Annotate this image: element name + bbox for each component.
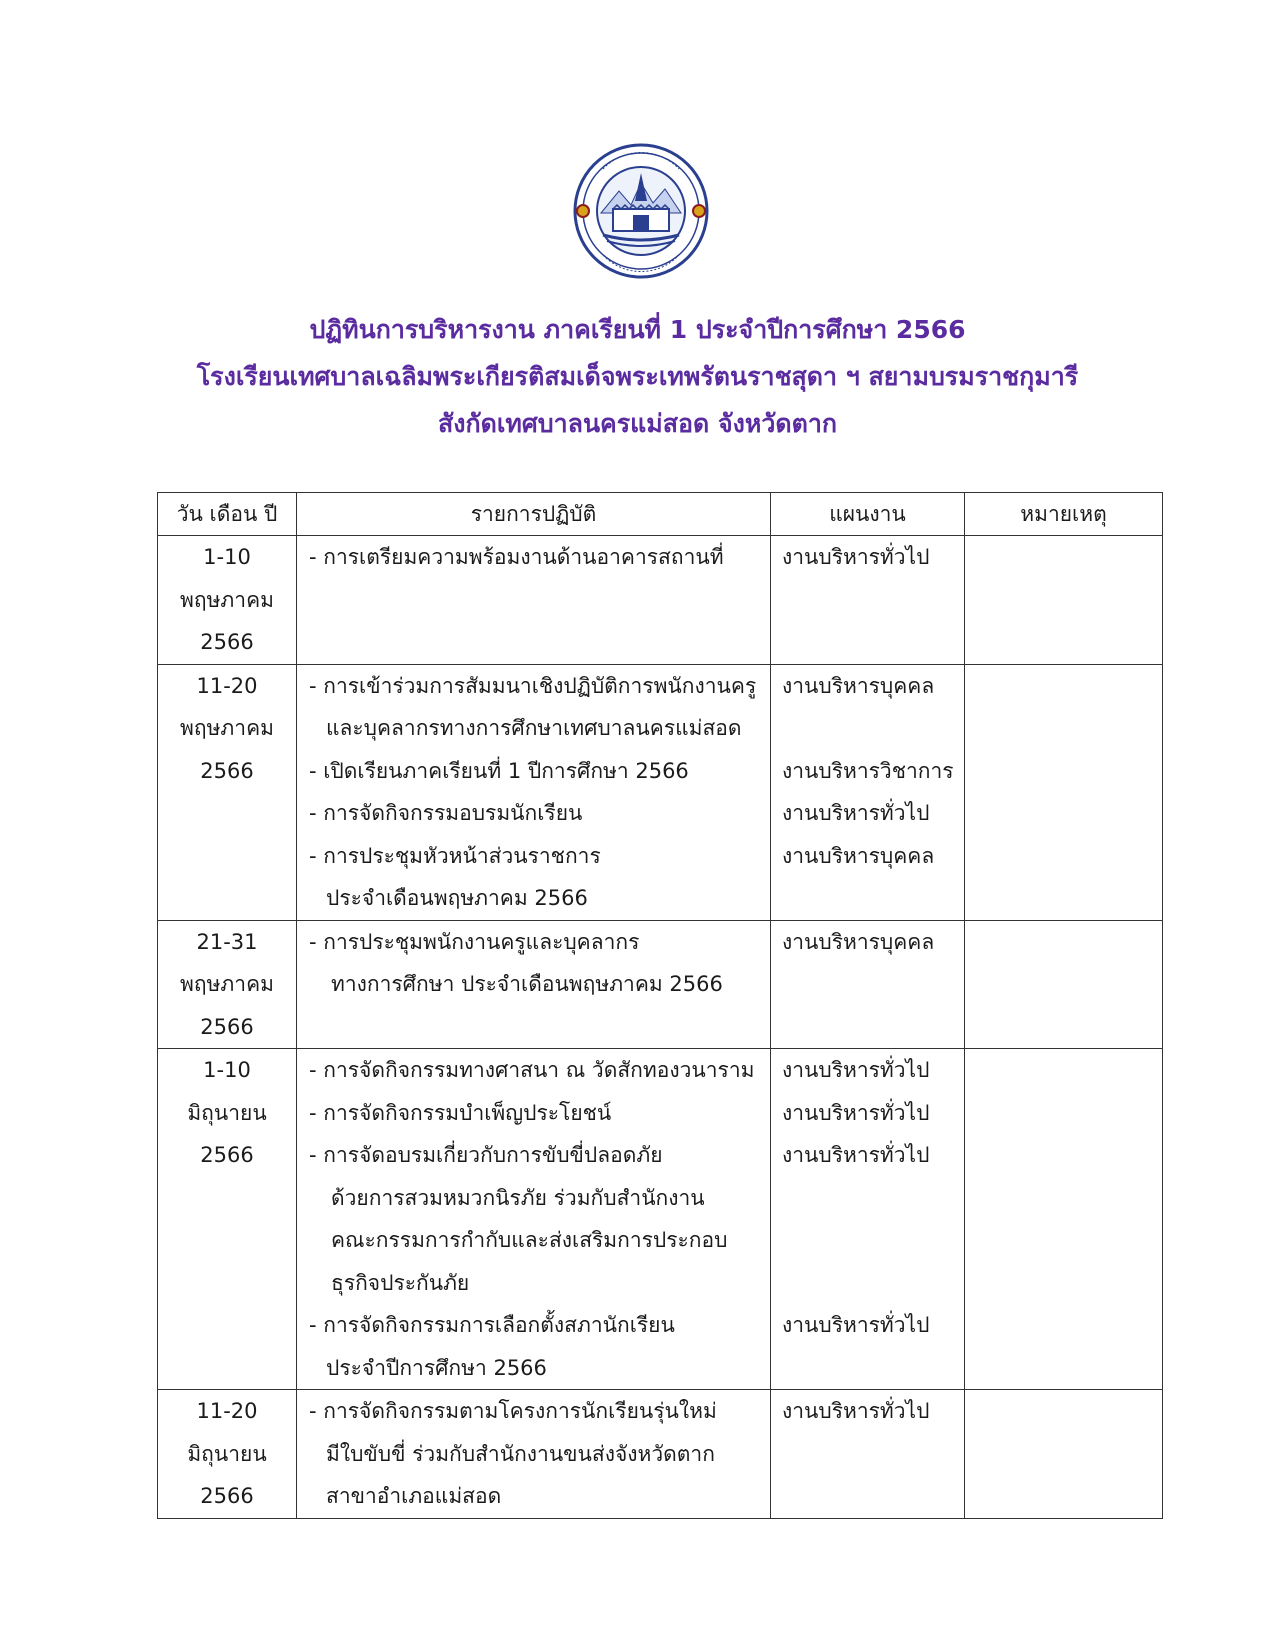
note-cell — [965, 920, 1163, 1049]
schedule-table — [157, 492, 1163, 1519]
header-date: วัน เดือน ปี — [158, 493, 297, 536]
department-line — [782, 1347, 964, 1390]
activities-cell — [297, 664, 771, 920]
title-line-3: สังกัดเทศบาลนครแม่สอด จังหวัดตาก — [437, 409, 838, 438]
activity-line: - เปิดเรียนภาคเรียนที่ 1 ปีการศึกษา 2566 — [309, 758, 689, 783]
department-line: งานบริหารบุคคล — [782, 673, 935, 698]
department-line: งานบริหารทั่วไป — [782, 1399, 930, 1423]
department-cell — [771, 536, 965, 665]
title-line-2: โรงเรียนเทศบาลเฉลิมพระเกียรติสมเด็จพระเทพรัตนราชสุดา ฯ สยามบรมราชกุมารี — [196, 362, 1079, 391]
department-line: งานบริหารบุคคล — [782, 929, 935, 954]
date-range: 21-31 — [196, 929, 258, 954]
department-line — [782, 1177, 964, 1220]
department-line — [782, 707, 964, 750]
activity-line: ประจำเดือนพฤษภาคม 2566 — [326, 886, 588, 910]
table-row — [158, 920, 1163, 1049]
table-row — [158, 664, 1163, 920]
activity-line: คณะกรรมการกำกับและส่งเสริมการประกอบ — [331, 1228, 728, 1252]
department-line: งานบริหารวิชาการ — [782, 758, 954, 783]
activity-line: สาขาอำเภอแม่สอด — [326, 1484, 502, 1508]
activities-cell — [297, 1390, 771, 1519]
activity-line: - การเตรียมความพร้อมงานด้านอาคารสถานที่ — [309, 545, 724, 569]
date-year: 2566 — [200, 1484, 254, 1508]
activity-line: - การจัดกิจกรรมทางศาสนา ณ วัดสักทองวนาราม — [309, 1058, 755, 1082]
note-cell — [965, 1390, 1163, 1519]
note-cell — [965, 1049, 1163, 1390]
activity-line: - การประชุมหัวหน้าส่วนราชการ — [309, 843, 601, 868]
date-range: 11-20 — [196, 673, 258, 698]
activity-line: มีใบขับขี่ ร่วมกับสำนักงานขนส่งจังหวัดตาก — [326, 1441, 715, 1466]
activity-line: - การจัดอบรมเกี่ยวกับการขับขี่ปลอดภัย — [309, 1143, 663, 1167]
date-month: มิถุนายน — [187, 1100, 267, 1125]
table-header-row — [158, 493, 1163, 536]
date-cell — [158, 664, 297, 920]
department-cell — [771, 664, 965, 920]
date-year: 2566 — [200, 758, 254, 783]
activity-line: - การเข้าร่วมการสัมมนาเชิงปฏิบัติการพนักงานครู — [309, 673, 757, 698]
date-year: 2566 — [200, 1014, 254, 1039]
date-range: 1-10 — [203, 545, 251, 569]
department-cell — [771, 1390, 965, 1519]
note-cell — [965, 664, 1163, 920]
activity-line: และบุคลากรทางการศึกษาเทศบาลนครแม่สอด — [326, 716, 742, 740]
department-line: งานบริหารทั่วไป — [782, 1313, 930, 1337]
table-row — [158, 1390, 1163, 1519]
activity-line: - การประชุมพนักงานครูและบุคลากร — [309, 929, 640, 954]
date-range: 1-10 — [203, 1058, 251, 1082]
date-cell — [158, 1049, 297, 1390]
activities-cell — [297, 1049, 771, 1390]
date-month: พฤษภาคม — [180, 587, 274, 612]
date-cell — [158, 1390, 297, 1519]
department-line: งานบริหารทั่วไป — [782, 1100, 930, 1125]
header-note: หมายเหตุ — [965, 493, 1163, 536]
department-cell — [771, 1049, 965, 1390]
activities-cell — [297, 920, 771, 1049]
activity-line: - การจัดกิจกรรมตามโครงการนักเรียนรุ่นใหม่ — [309, 1399, 717, 1423]
activity-line: ธุรกิจประกันภัย — [331, 1270, 470, 1295]
date-month: พฤษภาคม — [180, 972, 274, 996]
activities-cell — [297, 536, 771, 665]
date-month: มิถุนายน — [187, 1441, 267, 1466]
school-logo — [573, 143, 709, 279]
date-cell — [158, 920, 297, 1049]
department-line — [782, 1219, 964, 1262]
department-line — [782, 1262, 964, 1305]
department-line: งานบริหารบุคคล — [782, 843, 935, 868]
department-line: งานบริหารทั่วไป — [782, 1143, 930, 1167]
department-line: งานบริหารทั่วไป — [782, 1058, 930, 1082]
date-year: 2566 — [200, 1143, 254, 1167]
activity-line: - การจัดกิจกรรมบำเพ็ญประโยชน์ — [309, 1100, 612, 1125]
date-month: พฤษภาคม — [180, 716, 274, 740]
note-cell — [965, 536, 1163, 665]
activity-line: ด้วยการสวมหมวกนิรภัย ร่วมกับสำนักงาน — [331, 1185, 705, 1210]
document-title — [0, 306, 1275, 447]
title-line-1: ปฏิทินการบริหารงาน ภาคเรียนที่ 1 ประจำปีการศึกษา 2566 — [309, 315, 966, 344]
date-cell — [158, 536, 297, 665]
department-line: งานบริหารทั่วไป — [782, 545, 930, 569]
header-department: แผนงาน — [771, 493, 965, 536]
activity-line: - การจัดกิจกรรมการเลือกตั้งสภานักเรียน — [309, 1313, 675, 1337]
table-row — [158, 1049, 1163, 1390]
activity-line: ทางการศึกษา ประจำเดือนพฤษภาคม 2566 — [331, 972, 723, 996]
department-line — [782, 877, 964, 920]
date-range: 11-20 — [196, 1399, 258, 1423]
activity-line: - การจัดกิจกรรมอบรมนักเรียน — [309, 801, 583, 825]
activity-line: ประจำปีการศึกษา 2566 — [326, 1355, 547, 1380]
department-line: งานบริหารทั่วไป — [782, 801, 930, 825]
header-activities: รายการปฏิบัติ — [297, 493, 771, 536]
table-row — [158, 536, 1163, 665]
date-year: 2566 — [200, 630, 254, 654]
department-cell — [771, 920, 965, 1049]
